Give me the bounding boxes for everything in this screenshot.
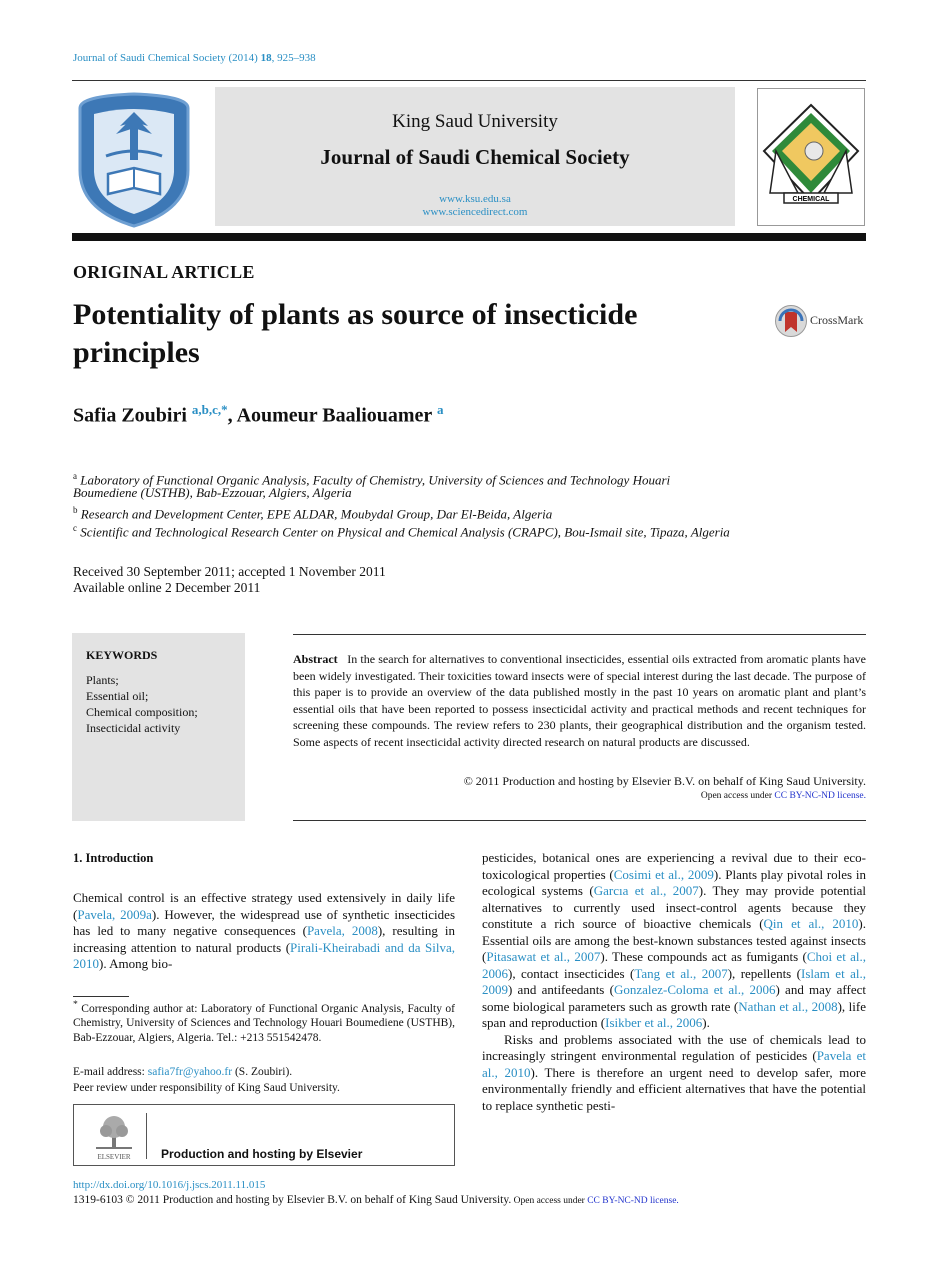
- abstract-text: Abstract In the search for alternatives to conventional insecticides, essential oils extracted from aromatic plants have been widely investigated. Their toxicities toward insects were of special interest during the last decade. The purpose of this paper is to provide an overview of the data published mostly in the past 10 years on aromatic plant and plant’s essential oils that have been reported to possess insecticidal activity and practical methods and recent techniques for screening these compounds. The review refers to 230 plants, their geographical distribution and the organism tested. Some aspects of recent insecticidal activity directed research on natural products are discussed.: [293, 652, 867, 749]
- keywords-title: KEYWORDS: [86, 648, 158, 662]
- journal-name: Journal of Saudi Chemical Society: [320, 145, 630, 169]
- header-thick-rule: [72, 233, 866, 241]
- received-date: Received 30 September 2011; accepted 1 November 2011: [73, 564, 386, 579]
- intro-paragraph: Risks and problems associated with the use of chemicals lead to increasingly stringent environmental regulation of pesticides (Pavela et al., 2010). There is therefore an urgent need to develop safer, more environmentally friendly and efficient alternatives that have the potential to replace synthetic pesti-: [482, 1031, 866, 1113]
- journal-citation: Journal of Saudi Chemical Society (2014) 18, 925–938: [73, 52, 316, 64]
- affiliation-c: $^c$ Scientific and Technological Research Center on Physical and Chemical Analysis (CRAPC), Bou-Ismail site, Tipaza, Algeria: [73, 523, 730, 540]
- reference-link[interactable]: Tang et al., 2007: [634, 965, 728, 981]
- crossmark-badge[interactable]: [774, 304, 808, 343]
- section-heading: 1. Introduction: [73, 851, 154, 865]
- author-email: E-mail address: safia7fr@yahoo.fr (S. Zoubiri).: [73, 1066, 293, 1078]
- article-title: Potentiality of plants as source of insecticide principles: [73, 298, 638, 369]
- reference-link[interactable]: Nathan et al., 2008: [738, 998, 838, 1014]
- affiliation-b: $^b$ Research and Development Center, EPE ALDAR, Moubydal Group, Dar El-Beida, Algeria: [73, 505, 553, 522]
- reference-link[interactable]: Cosimi et al., 2009: [613, 866, 714, 882]
- license-link[interactable]: CC BY-NC-ND license.: [774, 791, 866, 801]
- keyword-item: Plants;: [86, 673, 119, 687]
- elsevier-box: [73, 1104, 455, 1166]
- society-logo-label-chemical: CHEMICAL: [792, 196, 830, 203]
- journal-banner: [215, 87, 735, 226]
- affiliation-a: $^a$ Laboratory of Functional Organic Analysis, Faculty of Chemistry, University of Sciences and Technology Houari: [73, 471, 671, 488]
- email-link[interactable]: safia7fr@yahoo.fr: [147, 1066, 233, 1078]
- reference-link[interactable]: Choi et al., 2006: [482, 949, 867, 981]
- abstract-rule-top: [293, 634, 866, 635]
- reference-link[interactable]: Pavela, 2009a: [77, 906, 152, 922]
- king-saud-university-logo: [72, 90, 196, 228]
- reference-link[interactable]: Qin et al., 2010: [763, 916, 859, 931]
- ksu-url-link[interactable]: www.ksu.edu.sa: [439, 193, 511, 205]
- online-date: Available online 2 December 2011: [73, 580, 261, 595]
- article-type: ORIGINAL ARTICLE: [73, 262, 255, 282]
- corresponding-author-link[interactable]: *: [221, 402, 228, 417]
- reference-link[interactable]: Pavela, 2008: [306, 923, 378, 938]
- abstract-license: Open access under CC BY-NC-ND license.: [700, 791, 866, 801]
- top-rule: [72, 80, 866, 81]
- author1-affiliation-link[interactable]: a,b,c,: [191, 402, 222, 417]
- intro-paragraph: pesticides, botanical ones are experiencing a revival due to their eco-toxicological properties (Cosimi et al., 2009). Plants play pivotal roles in ecological systems (Garcıa et al., 2007). They may provide potential alternatives to currently used insect-control agents because they constitute a rich source of bioactive chemicals (Qin et al., 2010). Essential oils are among the best-known substances tested against insects (Pitasawat et al., 2007). These compounds act as fumigants (Choi et al., 2006), contact insecticides (Tang et al., 2007), repellents (Islam et al., 2009) and antifeedants (Gonzalez-Coloma et al., 2006) and may affect some biological parameters such as growth rate (Nathan et al., 2008), life span and reproduction (Isikber et al., 2006).: [482, 850, 867, 1030]
- intro-column-1: Chemical control is an effective strategy used extensively in daily life (Pavela, 2009a). However, the widespread use of synthetic insecticides has led to many negative consequences (Pavela, 2008), resulting in increasing attention to natural products (Pirali-Kheirabadi and da Silva, 2010). Among bio-: [73, 890, 455, 971]
- elsevier-hosting-text: Production and hosting by Elsevier: [161, 1147, 363, 1161]
- issn-copyright: 1319-6103 © 2011 Production and hosting by Elsevier B.V. on behalf of King Saud University. Open access under CC BY-NC-ND license.: [73, 1194, 679, 1206]
- elsevier-separator: [146, 1113, 147, 1159]
- reference-link[interactable]: Islam et al., 2009: [482, 965, 866, 997]
- elsevier-logo-label: ELSEVIER: [97, 1153, 131, 1161]
- university-emblem-icon: [72, 90, 196, 228]
- elsevier-tree-icon: [88, 1113, 140, 1161]
- sciencedirect-url-link[interactable]: www.sciencedirect.com: [422, 206, 528, 218]
- reference-link[interactable]: Gonzalez-Coloma et al., 2006: [613, 982, 776, 997]
- affiliation-a-cont: Boumediene (USTHB), Bab-Ezzouar, Algiers, Algeria: [73, 485, 352, 500]
- crossmark-icon: [774, 304, 808, 338]
- doi-link[interactable]: http://dx.doi.org/10.1016/j.jscs.2011.11.015: [73, 1179, 266, 1191]
- abstract-copyright: © 2011 Production and hosting by Elsevier B.V. on behalf of King Saud University.: [463, 774, 866, 788]
- footer-license-link[interactable]: CC BY-NC-ND license.: [587, 1196, 679, 1206]
- reference-link[interactable]: Garcıa et al., 2007: [593, 883, 699, 898]
- keyword-item: Essential oil;: [86, 689, 149, 703]
- intro-column-2: [482, 850, 866, 1114]
- keyword-item: Insecticidal activity: [86, 721, 181, 735]
- reference-link[interactable]: Pavela et al., 2010: [482, 1048, 866, 1080]
- author2-affiliation-link[interactable]: a: [436, 402, 444, 417]
- society-emblem-icon: [758, 89, 864, 225]
- corresponding-author-footnote: * Corresponding author at: Laboratory of Functional Organic Analysis, Faculty of Chemistry, University of Sciences and Technology Houari Boumediene (USTHB), Bab-Ezzouar, Algiers, Algeria. Tel.: +213 551542478.: [73, 999, 455, 1044]
- peer-review-note: Peer review under responsibility of King Saud University.: [73, 1082, 340, 1094]
- author-list: Safia Zoubiri $^{a,b,c,*}$, Aoumeur Baaliouamer $^a$: [73, 402, 444, 427]
- crossmark-label[interactable]: CrossMark: [810, 313, 864, 327]
- elsevier-logo: [88, 1113, 140, 1161]
- reference-link[interactable]: Isikber et al., 2006: [605, 1015, 703, 1030]
- reference-link[interactable]: Pirali-Kheirabadi and da Silva, 2010: [73, 939, 455, 971]
- abstract-rule-bottom: [293, 820, 866, 821]
- keywords-box: [72, 633, 245, 821]
- university-name: King Saud University: [392, 111, 558, 132]
- saudi-chemical-society-logo: [757, 88, 865, 226]
- reference-link[interactable]: Pitasawat et al., 2007: [486, 949, 601, 964]
- keyword-item: Chemical composition;: [86, 705, 198, 719]
- footnote-rule: [73, 996, 129, 997]
